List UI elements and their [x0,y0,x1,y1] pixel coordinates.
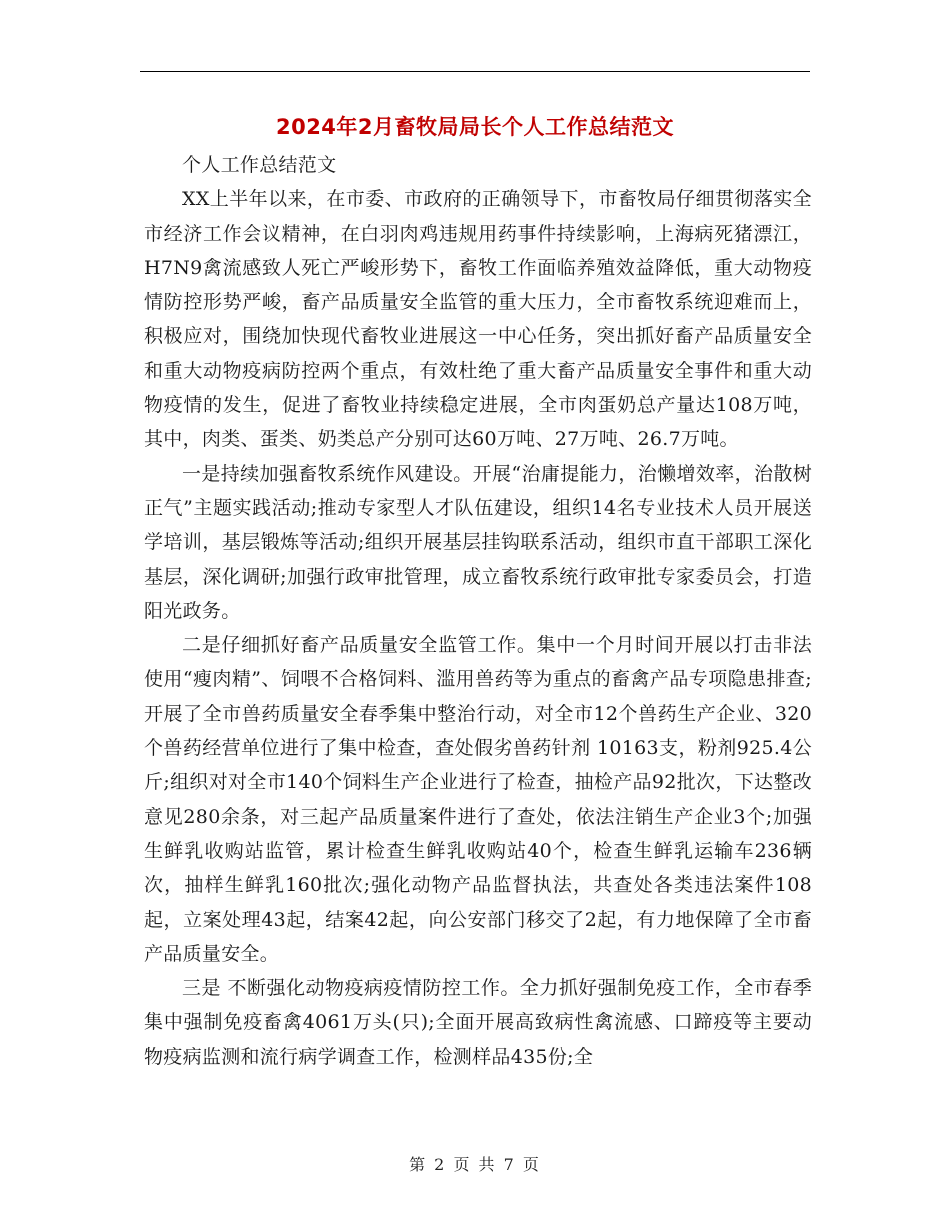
paragraph-intro: XX上半年以来，在市委、市政府的正确领导下，市畜牧局仔细贯彻落实全市经济工作会议精神，在白羽肉鸡违规用药事件持续影响，上海病死猪漂江，H7N9禽流感致人死亡严峻形势下，畜牧工作面临养殖效益降低，重大动物疫情防控形势严峻，畜产品质量安全监管的重大压力，全市畜牧系统迎难而上，积极应对，围绕加快现代畜牧业进展这一中心任务，突出抓好畜产品质量安全和重大动物疫病防控两个重点，有效杜绝了重大畜产品质量安全事件和重大动物疫情的发生，促进了畜牧业持续稳定进展，全市肉蛋奶总产量达108万吨，其中，肉类、蛋类、奶类总产分别可达60万吨、27万吨、26.7万吨。 [144,188,812,451]
paragraph-point-3: 三是 不断强化动物疫病疫情防控工作。全力抓好强制免疫工作，全市春季集中强制免疫畜禽4061万头(只);全面开展高致病性禽流感、口蹄疫等主要动物疫病监测和流行病学调查工作，检测样品435份;全 [144,977,812,1068]
document-title: 2024年2月畜牧局局长个人工作总结范文 [275,115,675,139]
document-body [144,148,812,1074]
paragraph-subtitle: 个人工作总结范文 [182,154,337,176]
paragraph-point-2: 二是仔细抓好畜产品质量安全监管工作。集中一个月时间开展以打击非法使用“瘦肉精”、饲喂不合格饲料、滥用兽药等为重点的畜禽产品专项隐患排查;开展了全市兽药质量安全春季集中整治行动，对全市12个兽药生产企业、320个兽药经营单位进行了集中检查，查处假劣兽药针剂 10163支，粉剂925.4公斤;组织对对全市140个饲料生产企业进行了检查，抽检产品92批次，下达整改意见280余条，对三起产品质量案件进行了查处，依法注销生产企业3个;加强生鲜乳收购站监管，累计检查生鲜乳收购站40个，检查生鲜乳运输车236辆次，抽样生鲜乳160批次;强化动物产品监督执法，共查处各类违法案件108起，立案处理43起，结案42起，向公安部门移交了2起，有力地保障了全市畜产品质量安全。 [144,634,812,965]
paragraph-point-1: 一是持续加强畜牧系统作风建设。开展“治庸提能力，治懒增效率，治散树正气”主题实践活动;推动专家型人才队伍建设，组织14名专业技术人员开展送学培训，基层锻炼等活动;组织开展基层挂钩联系活动，组织市直干部职工深化基层，深化调研;加强行政审批管理，成立畜牧系统行政审批专家委员会，打造阳光政务。 [144,462,812,622]
page-number: 第 2 页 共 7 页 [409,1155,541,1174]
header-rule [140,71,810,72]
